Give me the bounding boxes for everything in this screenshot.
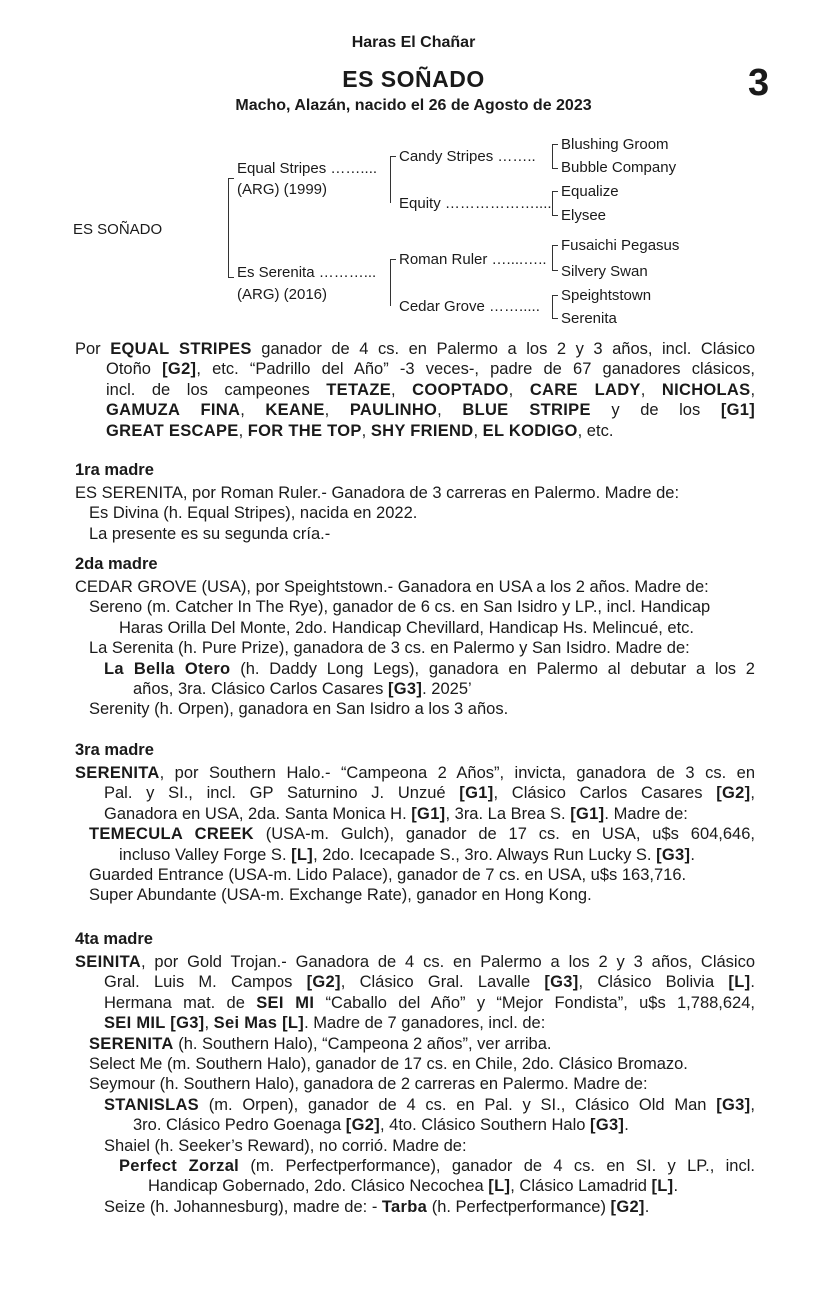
first-dam-line: Es Divina (h. Equal Stripes), nacida en 2022. — [89, 504, 418, 523]
bracket-line — [552, 144, 558, 145]
farm-name: Haras El Chañar — [351, 34, 476, 51]
bracket-line — [552, 168, 558, 169]
pedigree-sire: Equal Stripes …….... — [237, 160, 378, 177]
third-dam-line: Guarded Entrance (USA-m. Lido Palace), ganador de 7 cs. en USA, u$s 163,716. — [89, 865, 687, 884]
first-dam-line: La presente es su segunda cría.- — [89, 524, 331, 543]
sire-line: Otoño [G2], etc. “Padrillo del Año” -3 veces-, padre de 67 ganadores clásicos, — [106, 360, 755, 379]
fourth-dam-line: Seymour (h. Southern Halo), ganadora de 2 carreras en Palermo. Madre de: — [89, 1075, 648, 1094]
lot-number: 3 — [748, 62, 770, 104]
fourth-dam-line: Shaiel (h. Seeker’s Reward), no corrió. Madre de: — [104, 1136, 467, 1155]
second-dam-line: La Serenita (h. Pure Prize), ganadora de 3 cs. en Palermo y San Isidro. Madre de: — [89, 639, 690, 658]
fourth-dam-line: Select Me (m. Southern Halo), ganador de 17 cs. en Chile, 2do. Clásico Bromazo. — [89, 1054, 688, 1073]
second-dam-line: CEDAR GROVE (USA), por Speightstown.- Ganadora en USA a los 2 años. Madre de: — [75, 578, 709, 596]
pedigree-gen3-7: Speightstown — [561, 287, 652, 304]
fourth-dam-line: SEI MIL [G3], Sei Mas [L]. Madre de 7 ganadores, incl. de: — [104, 1014, 546, 1033]
second-dam-line: Sereno (m. Catcher In The Rye), ganador de 6 cs. en San Isidro y LP., incl. Handicap — [89, 598, 711, 617]
bracket-line — [552, 245, 553, 271]
bracket-line — [552, 318, 558, 319]
first-dam-heading: 1ra madre — [75, 461, 154, 479]
second-dam-line: La Bella Otero (h. Daddy Long Legs), ganadora en Palermo al debutar a los 2 — [104, 659, 755, 678]
bracket-line — [228, 178, 234, 179]
pedigree-subject: ES SOÑADO — [73, 221, 163, 238]
fourth-dam-heading: 4ta madre — [75, 930, 153, 948]
fourth-dam-line: 3ro. Clásico Pedro Goenaga [G2], 4to. Clásico Southern Halo [G3]. — [133, 1116, 629, 1135]
third-dam-line: SERENITA, por Southern Halo.- “Campeona 2 Años”, invicta, ganadora de 3 cs. en — [75, 764, 755, 782]
horse-description: Macho, Alazán, nacido el 26 de Agosto de 2023 — [235, 97, 592, 114]
bracket-line — [552, 191, 553, 216]
second-dam-line: Haras Orilla Del Monte, 2do. Handicap Chevillard, Handicap Hs. Melincué, etc. — [119, 618, 695, 637]
third-dam-heading: 3ra madre — [75, 741, 154, 759]
bracket-line — [390, 259, 396, 260]
bracket-line — [552, 191, 558, 192]
bracket-line — [552, 270, 558, 271]
pedigree-gen3-6: Silvery Swan — [561, 263, 648, 280]
sire-line: incl. de los campeones TETAZE, COOPTADO, CARE LADY, NICHOLAS, — [106, 380, 756, 399]
third-dam-line: Super Abundante (USA-m. Exchange Rate), ganador en Hong Kong. — [89, 886, 592, 905]
bracket-line — [228, 178, 229, 278]
fourth-dam-line: Gral. Luis M. Campos [G2], Clásico Gral. Lavalle [G3], Clásico Bolivia [L]. — [104, 973, 755, 992]
fourth-dam-line: Hermana mat. de SEI MI “Caballo del Año” y “Mejor Fondista”, u$s 1,788,624, — [104, 993, 755, 1012]
pedigree-sire-sire: Candy Stripes …….. — [399, 148, 536, 165]
pedigree-sire-dam: Equity ……………….... — [399, 195, 552, 212]
horse-name: ES SOÑADO — [342, 66, 485, 92]
bracket-line — [228, 277, 234, 278]
fourth-dam-line: STANISLAS (m. Orpen), ganador de 4 cs. en Pal. y SI., Clásico Old Man [G3], — [104, 1095, 755, 1114]
pedigree-gen3-8: Serenita — [561, 310, 617, 327]
second-dam-heading: 2da madre — [75, 555, 158, 573]
pedigree-dam-info: (ARG) (2016) — [237, 286, 328, 303]
pedigree-gen3-1: Blushing Groom — [561, 136, 669, 153]
second-dam-line: Serenity (h. Orpen), ganadora en San Isidro a los 3 años. — [89, 700, 509, 719]
sire-line: GAMUZA FINA, KEANE, PAULINHO, BLUE STRIPE y de los [G1] — [106, 401, 756, 420]
bracket-line — [552, 245, 558, 246]
first-dam-section — [75, 483, 755, 544]
fourth-dam-line: Perfect Zorzal (m. Perfectperformance), ganador de 4 cs. en SI. y LP., incl. — [119, 1156, 755, 1175]
fourth-dam-section — [75, 952, 755, 1217]
first-dam-line: ES SERENITA, por Roman Ruler.- Ganadora de 3 carreras en Palermo. Madre de: — [75, 484, 680, 502]
fourth-dam-line: SERENITA (h. Southern Halo), “Campeona 2 años”, ver arriba. — [89, 1034, 552, 1053]
pedigree-gen3-5: Fusaichi Pegasus — [561, 237, 680, 254]
pedigree-gen3-2: Bubble Company — [561, 159, 677, 176]
bracket-line — [552, 295, 558, 296]
bracket-line — [390, 156, 391, 203]
pedigree-dam: Es Serenita ………... — [237, 264, 377, 281]
pedigree-gen3-4: Elysee — [561, 207, 607, 224]
third-dam-section — [75, 763, 755, 906]
third-dam-line: Ganadora en USA, 2da. Santa Monica H. [G1], 3ra. La Brea S. [G1]. Madre de: — [104, 804, 688, 823]
second-dam-section — [75, 577, 755, 720]
bracket-line — [552, 144, 553, 169]
pedigree-gen3-3: Equalize — [561, 183, 619, 200]
fourth-dam-line: SEINITA, por Gold Trojan.- Ganadora de 4 cs. en Palermo a los 2 y 3 años, Clásico — [75, 953, 755, 971]
bracket-line — [390, 259, 391, 306]
sire-line: GREAT ESCAPE, FOR THE TOP, SHY FRIEND, EL KODIGO, etc. — [106, 421, 614, 440]
bracket-line — [390, 156, 396, 157]
bracket-line — [552, 215, 558, 216]
third-dam-line: incluso Valley Forge S. [L], 2do. Icecapade S., 3ro. Always Run Lucky S. [G3]. — [119, 845, 695, 864]
fourth-dam-line: Seize (h. Johannesburg), madre de: - Tarba (h. Perfectperformance) [G2]. — [104, 1197, 650, 1216]
second-dam-line: años, 3ra. Clásico Carlos Casares [G3]. 2025’ — [133, 679, 472, 698]
sire-paragraph — [75, 339, 755, 441]
pedigree-dam-dam: Cedar Grove ……..... — [399, 298, 540, 315]
pedigree-dam-sire: Roman Ruler …....….. — [399, 251, 547, 268]
fourth-dam-line: Handicap Gobernado, 2do. Clásico Necochea [L], Clásico Lamadrid [L]. — [148, 1177, 679, 1196]
bracket-line — [552, 295, 553, 319]
third-dam-line: TEMECULA CREEK (USA-m. Gulch), ganador de 17 cs. en USA, u$s 604,646, — [89, 825, 755, 844]
third-dam-line: Pal. y SI., incl. GP Saturnino J. Unzué [G1], Clásico Carlos Casares [G2], — [104, 784, 755, 803]
pedigree-sire-info: (ARG) (1999) — [237, 181, 328, 198]
sire-line: Por EQUAL STRIPES ganador de 4 cs. en Palermo a los 2 y 3 años, incl. Clásico — [75, 340, 755, 358]
